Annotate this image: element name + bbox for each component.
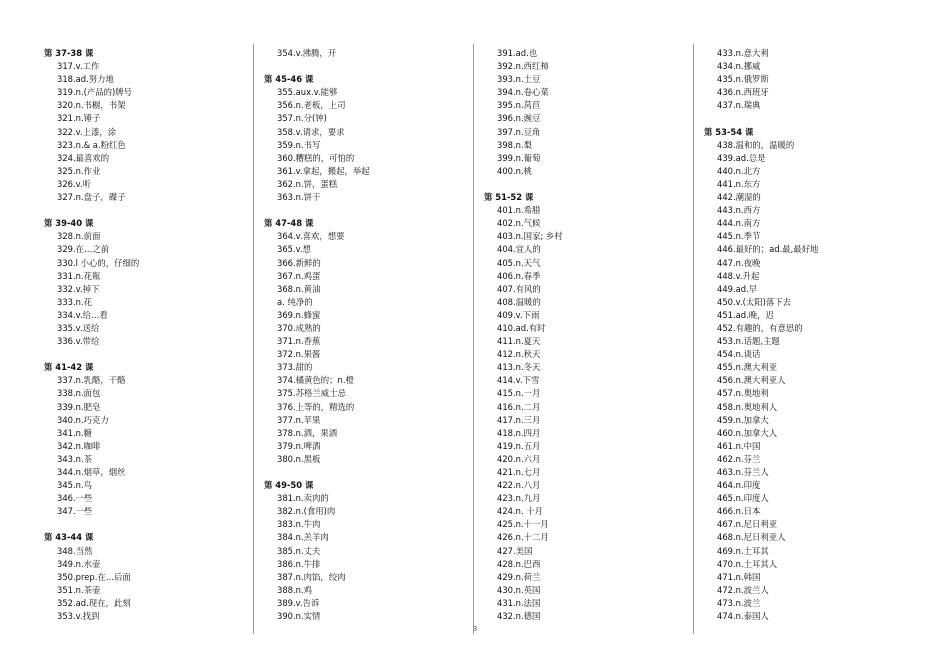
vocab-entry: 469.n.土耳其 bbox=[717, 545, 769, 556]
vocab-entry: 431.n.法国 bbox=[497, 597, 541, 608]
vocab-entry: 386.n.牛排 bbox=[277, 558, 321, 569]
vocab-entry: 398.n.梨 bbox=[497, 139, 532, 150]
lesson-heading: 第 39-40 课 bbox=[44, 218, 94, 229]
vocab-entry: 456.n.澳大利亚人 bbox=[717, 375, 786, 386]
vocab-entry: 325.n.作业 bbox=[57, 165, 101, 176]
lesson-heading: 第 47-48 课 bbox=[264, 218, 314, 229]
vocab-entry: 409.v.下雨 bbox=[497, 309, 540, 320]
vocab-entry: 417.n.三月 bbox=[497, 414, 541, 425]
vocab-entry: 366.新鲜的 bbox=[277, 257, 321, 268]
vocab-column-4 bbox=[704, 47, 912, 627]
page-number: 3 bbox=[472, 625, 478, 633]
vocab-entry: 330.l 小心的，仔细的 bbox=[57, 257, 140, 268]
vocab-entry: 467.n.尼日利亚 bbox=[717, 519, 778, 530]
vocab-entry: 424.n. 十月 bbox=[497, 506, 544, 517]
vocab-entry: 388.n.鸡 bbox=[277, 584, 312, 595]
vocab-entry: 425.n.十一月 bbox=[497, 519, 549, 530]
vocab-entry: 440.n.北方 bbox=[717, 165, 761, 176]
vocab-entry: 367.n.鸡蛋 bbox=[277, 270, 321, 281]
vocab-entry: 332.v.掉下 bbox=[57, 283, 100, 294]
vocab-entry: 438.温和的，温暖的 bbox=[717, 139, 795, 150]
vocab-entry: 361.v.拿起，搬起，举起 bbox=[277, 165, 370, 176]
vocab-entry: 430.n.英国 bbox=[497, 584, 541, 595]
vocab-entry: 329.在…之前 bbox=[57, 244, 110, 255]
column-divider bbox=[693, 44, 694, 634]
vocab-entry: 343.n.茶 bbox=[57, 453, 92, 464]
vocab-entry: 358.v.请求，要求 bbox=[277, 126, 345, 137]
lesson-heading: 第 37-38 课 bbox=[44, 48, 94, 58]
vocab-entry: 448.v.升起 bbox=[717, 270, 760, 281]
vocab-entry: 411.n.夏天 bbox=[497, 336, 541, 347]
spacer bbox=[44, 518, 252, 531]
vocab-entry: 395.n.莴苣 bbox=[497, 100, 541, 111]
vocab-entry: 390.n.实情 bbox=[277, 611, 321, 622]
vocab-entry: 369.n.蜂蜜 bbox=[277, 309, 321, 320]
vocab-entry: 347.一些 bbox=[57, 506, 93, 517]
vocab-entry: 344.n.烟草，烟丝 bbox=[57, 467, 126, 477]
vocab-entry: 318.ad.努力地 bbox=[57, 74, 114, 85]
vocab-entry: 334.v.给…看 bbox=[57, 309, 108, 320]
spacer bbox=[484, 178, 692, 191]
vocab-entry: 376.上等的，精选的 bbox=[277, 401, 355, 412]
vocab-entry: 420.n.六月 bbox=[497, 453, 541, 464]
vocab-entry: 455.n.澳大利亚 bbox=[717, 362, 778, 373]
vocab-entry: 326.v.听 bbox=[57, 178, 91, 189]
vocab-entry: 363.n.饼干 bbox=[277, 192, 321, 203]
vocab-entry: 350.prep.在…后面 bbox=[57, 571, 131, 582]
vocab-entry: 426.n.十二月 bbox=[497, 532, 549, 543]
vocab-column-1 bbox=[44, 47, 252, 627]
vocab-entry: 403.n.国家; 乡村 bbox=[497, 231, 563, 242]
vocab-entry: 414.v.下雪 bbox=[497, 375, 540, 386]
vocab-entry: 404.宜人的 bbox=[497, 244, 541, 255]
vocab-entry: 382.n.(食用)肉 bbox=[277, 506, 336, 517]
vocab-entry: 437.n.瑞典 bbox=[717, 100, 761, 111]
vocab-entry: 439.ad.总是 bbox=[717, 152, 766, 163]
vocab-entry: 474.n.泰国人 bbox=[717, 611, 769, 622]
vocab-entry: 399.n.葡萄 bbox=[497, 152, 541, 163]
lesson-heading: 第 49-50 课 bbox=[264, 480, 314, 491]
vocab-entry: 362.n.饼，蛋糕 bbox=[277, 178, 338, 189]
vocab-entry: 405.n.天气 bbox=[497, 257, 541, 268]
vocab-entry: 423.n.九月 bbox=[497, 493, 541, 504]
lesson-heading: 第 51-52 课 bbox=[484, 192, 534, 203]
vocab-entry: 462.n.芬兰 bbox=[717, 453, 761, 464]
vocab-entry: 327.n.盘子，碟子 bbox=[57, 192, 126, 203]
vocab-entry: 413.n.冬天 bbox=[497, 362, 541, 373]
vocab-entry: 349.n.水壶 bbox=[57, 558, 101, 569]
vocab-entry: 429.n.荷兰 bbox=[497, 571, 541, 582]
spacer bbox=[44, 348, 252, 361]
vocab-entry: 383.n.牛肉 bbox=[277, 519, 321, 530]
vocab-entry: 360.糟糕的，可怕的 bbox=[277, 152, 355, 163]
vocab-entry: 464.n.印度 bbox=[717, 480, 761, 491]
vocab-entry: 320.n.书橱，书架 bbox=[57, 100, 126, 111]
vocab-entry: 412.n.秋天 bbox=[497, 349, 541, 360]
vocab-entry: 468.n.尼日利亚人 bbox=[717, 532, 786, 543]
vocab-entry: 452.有趣的，有意思的 bbox=[717, 322, 803, 333]
vocab-entry: 328.n.前面 bbox=[57, 231, 101, 242]
lesson-heading: 第 45-46 课 bbox=[264, 74, 314, 85]
vocab-entry: 354.v.沸腾，开 bbox=[277, 48, 337, 58]
vocab-entry: 473.n.波兰 bbox=[717, 597, 761, 608]
vocab-entry: 345.n.鸟 bbox=[57, 480, 92, 491]
vocab-entry: 400.n.桃 bbox=[497, 165, 532, 176]
vocab-entry: 422.n.八月 bbox=[497, 480, 541, 491]
lesson-heading: 第 43-44 课 bbox=[44, 532, 94, 543]
vocab-entry: 443.n.西方 bbox=[717, 205, 761, 216]
vocab-entry: 385.n.丈夫 bbox=[277, 545, 321, 556]
vocab-entry: 451.ad.晚，迟 bbox=[717, 309, 774, 320]
vocab-entry: 333.n.花 bbox=[57, 296, 92, 307]
vocab-entry: 471.n.韩国 bbox=[717, 571, 761, 582]
lesson-heading: 第 41-42 课 bbox=[44, 362, 94, 373]
vocab-entry: 378.n.酒，果酒 bbox=[277, 427, 338, 438]
vocab-entry: 384.n.羔羊肉 bbox=[277, 532, 329, 543]
vocab-entry: 379.n.啤酒 bbox=[277, 440, 321, 451]
vocab-entry: 364.v.喜欢，想要 bbox=[277, 231, 345, 242]
spacer bbox=[264, 204, 472, 217]
vocab-entry: 436.n.西班牙 bbox=[717, 87, 769, 98]
vocab-entry: 421.n.七月 bbox=[497, 467, 541, 477]
vocab-entry: 415.n.一月 bbox=[497, 388, 541, 399]
vocab-entry: 359.n.书写 bbox=[277, 139, 321, 150]
vocab-entry: 410.ad.有时 bbox=[497, 322, 546, 333]
vocab-entry: 335.v.送给 bbox=[57, 322, 100, 333]
vocab-column-2 bbox=[264, 47, 472, 627]
vocab-entry: 340.n.巧克力 bbox=[57, 414, 109, 425]
vocab-entry: 432.n.德国 bbox=[497, 611, 541, 622]
vocab-entry: 396.n.豌豆 bbox=[497, 113, 541, 124]
vocab-entry: 428.n.巴西 bbox=[497, 558, 541, 569]
vocab-entry: 389.v.告诉 bbox=[277, 597, 320, 608]
vocab-entry: 444.n.南方 bbox=[717, 218, 761, 229]
vocab-entry: 331.n.花瓶 bbox=[57, 270, 101, 281]
vocab-entry: 458.n.奥地利人 bbox=[717, 401, 778, 412]
spacer bbox=[264, 466, 472, 479]
vocab-entry: 450.v.(太阳)落下去 bbox=[717, 296, 792, 307]
vocab-entry: 342.n.咖啡 bbox=[57, 440, 101, 451]
vocab-entry: 353.v.找到 bbox=[57, 611, 100, 622]
vocab-entry: 319.n.(产品的)牌号 bbox=[57, 87, 133, 98]
vocab-entry: 381.n.卖肉的 bbox=[277, 493, 329, 504]
vocab-entry: 466.n.日本 bbox=[717, 506, 761, 517]
vocab-entry: 433.n.意大利 bbox=[717, 48, 769, 58]
vocab-entry: 356.n.老板，上司 bbox=[277, 100, 346, 111]
vocab-column-3 bbox=[484, 47, 692, 627]
vocab-entry: 447.n.夜晚 bbox=[717, 257, 761, 268]
vocab-entry: 472.n.波兰人 bbox=[717, 584, 769, 595]
vocab-entry: 453.n.话题,主题 bbox=[717, 336, 780, 347]
vocab-entry: 371.n.香蕉 bbox=[277, 336, 321, 347]
vocab-entry: 372.n.果酱 bbox=[277, 349, 321, 360]
vocab-entry: 368.n.黄油 bbox=[277, 283, 321, 294]
spacer bbox=[44, 204, 252, 217]
vocab-entry: 434.n.挪威 bbox=[717, 61, 761, 72]
vocab-entry: a. 纯净的 bbox=[277, 296, 313, 307]
vocab-entry: 357.n.分(钟) bbox=[277, 113, 327, 124]
vocab-entry: 324.最喜欢的 bbox=[57, 152, 110, 163]
vocab-entry: 461.n.中国 bbox=[717, 440, 761, 451]
vocab-entry: 454.n.谈话 bbox=[717, 349, 761, 360]
vocab-entry: 397.n.豆角 bbox=[497, 126, 541, 137]
vocab-entry: 459.n.加拿大 bbox=[717, 414, 769, 425]
spacer bbox=[704, 112, 912, 125]
vocab-entry: 387.n.肉馅，绞肉 bbox=[277, 571, 346, 582]
column-divider bbox=[253, 44, 254, 634]
vocab-entry: 391.ad.也 bbox=[497, 48, 538, 58]
vocab-entry: 416.n.二月 bbox=[497, 401, 541, 412]
vocab-entry: 338.n.面包 bbox=[57, 388, 101, 399]
vocab-entry: 346.一些 bbox=[57, 493, 93, 504]
vocab-entry: 441.n.东方 bbox=[717, 178, 761, 189]
vocab-entry: 401.n.希腊 bbox=[497, 205, 541, 216]
vocab-entry: 449.ad.早 bbox=[717, 283, 758, 294]
vocab-entry: 392.n.西红柿 bbox=[497, 61, 549, 72]
spacer bbox=[264, 60, 472, 73]
vocab-entry: 463.n.芬兰人 bbox=[717, 467, 769, 477]
vocab-entry: 323.n.& a.粉红色 bbox=[57, 139, 126, 150]
vocab-entry: 373.甜的 bbox=[277, 362, 313, 373]
vocab-entry: 322.v.上漆，涂 bbox=[57, 126, 117, 137]
vocab-entry: 457.n.奥地利 bbox=[717, 388, 769, 399]
vocab-entry: 380.n.黑板 bbox=[277, 453, 321, 464]
vocab-entry: 393.n.土豆 bbox=[497, 74, 541, 85]
column-divider bbox=[473, 44, 474, 634]
vocab-entry: 442.潮湿的 bbox=[717, 192, 761, 203]
vocab-entry: 445.n.季节 bbox=[717, 231, 761, 242]
vocab-entry: 418.n.四月 bbox=[497, 427, 541, 438]
vocab-entry: 339.n.肥皂 bbox=[57, 401, 101, 412]
vocab-entry: 352.ad.现在，此刻 bbox=[57, 597, 131, 608]
vocab-entry: 406.n.春季 bbox=[497, 270, 541, 281]
vocab-entry: 370.成熟的 bbox=[277, 322, 321, 333]
vocab-entry: 427.美国 bbox=[497, 545, 533, 556]
vocab-entry: 470.n.土耳其人 bbox=[717, 558, 778, 569]
lesson-heading: 第 53-54 课 bbox=[704, 126, 754, 137]
vocab-entry: 394.n.卷心菜 bbox=[497, 87, 549, 98]
vocab-entry: 351.n.茶壶 bbox=[57, 584, 101, 595]
vocab-entry: 321.n.锤子 bbox=[57, 113, 101, 124]
vocab-entry: 341.n.糖 bbox=[57, 427, 92, 438]
vocab-entry: 460.n.加拿大人 bbox=[717, 427, 778, 438]
vocab-entry: 408.温暖的 bbox=[497, 296, 541, 307]
vocab-entry: 465.n.印度人 bbox=[717, 493, 769, 504]
vocab-entry: 355.aux.v.能够 bbox=[277, 87, 338, 98]
vocab-entry: 336.v.带给 bbox=[57, 336, 100, 347]
vocab-entry: 377.n.苹果 bbox=[277, 414, 321, 425]
vocab-entry: 374.橘黄色的；n.橙 bbox=[277, 375, 354, 386]
vocab-entry: 317.v.工作 bbox=[57, 61, 100, 72]
vocab-entry: 337.n.乳酪，干酪 bbox=[57, 375, 126, 386]
vocab-entry: 365.v.想 bbox=[277, 244, 311, 255]
vocab-entry: 402.n.气候 bbox=[497, 218, 541, 229]
vocab-entry: 419.n.五月 bbox=[497, 440, 541, 451]
vocab-entry: 348.当然 bbox=[57, 545, 93, 556]
vocab-entry: 446.最好的；ad.最,最好地 bbox=[717, 244, 819, 255]
vocab-entry: 435.n.俄罗斯 bbox=[717, 74, 769, 85]
vocab-entry: 375.苏格兰威士忌 bbox=[277, 388, 346, 399]
vocab-entry: 407.有风的 bbox=[497, 283, 541, 294]
